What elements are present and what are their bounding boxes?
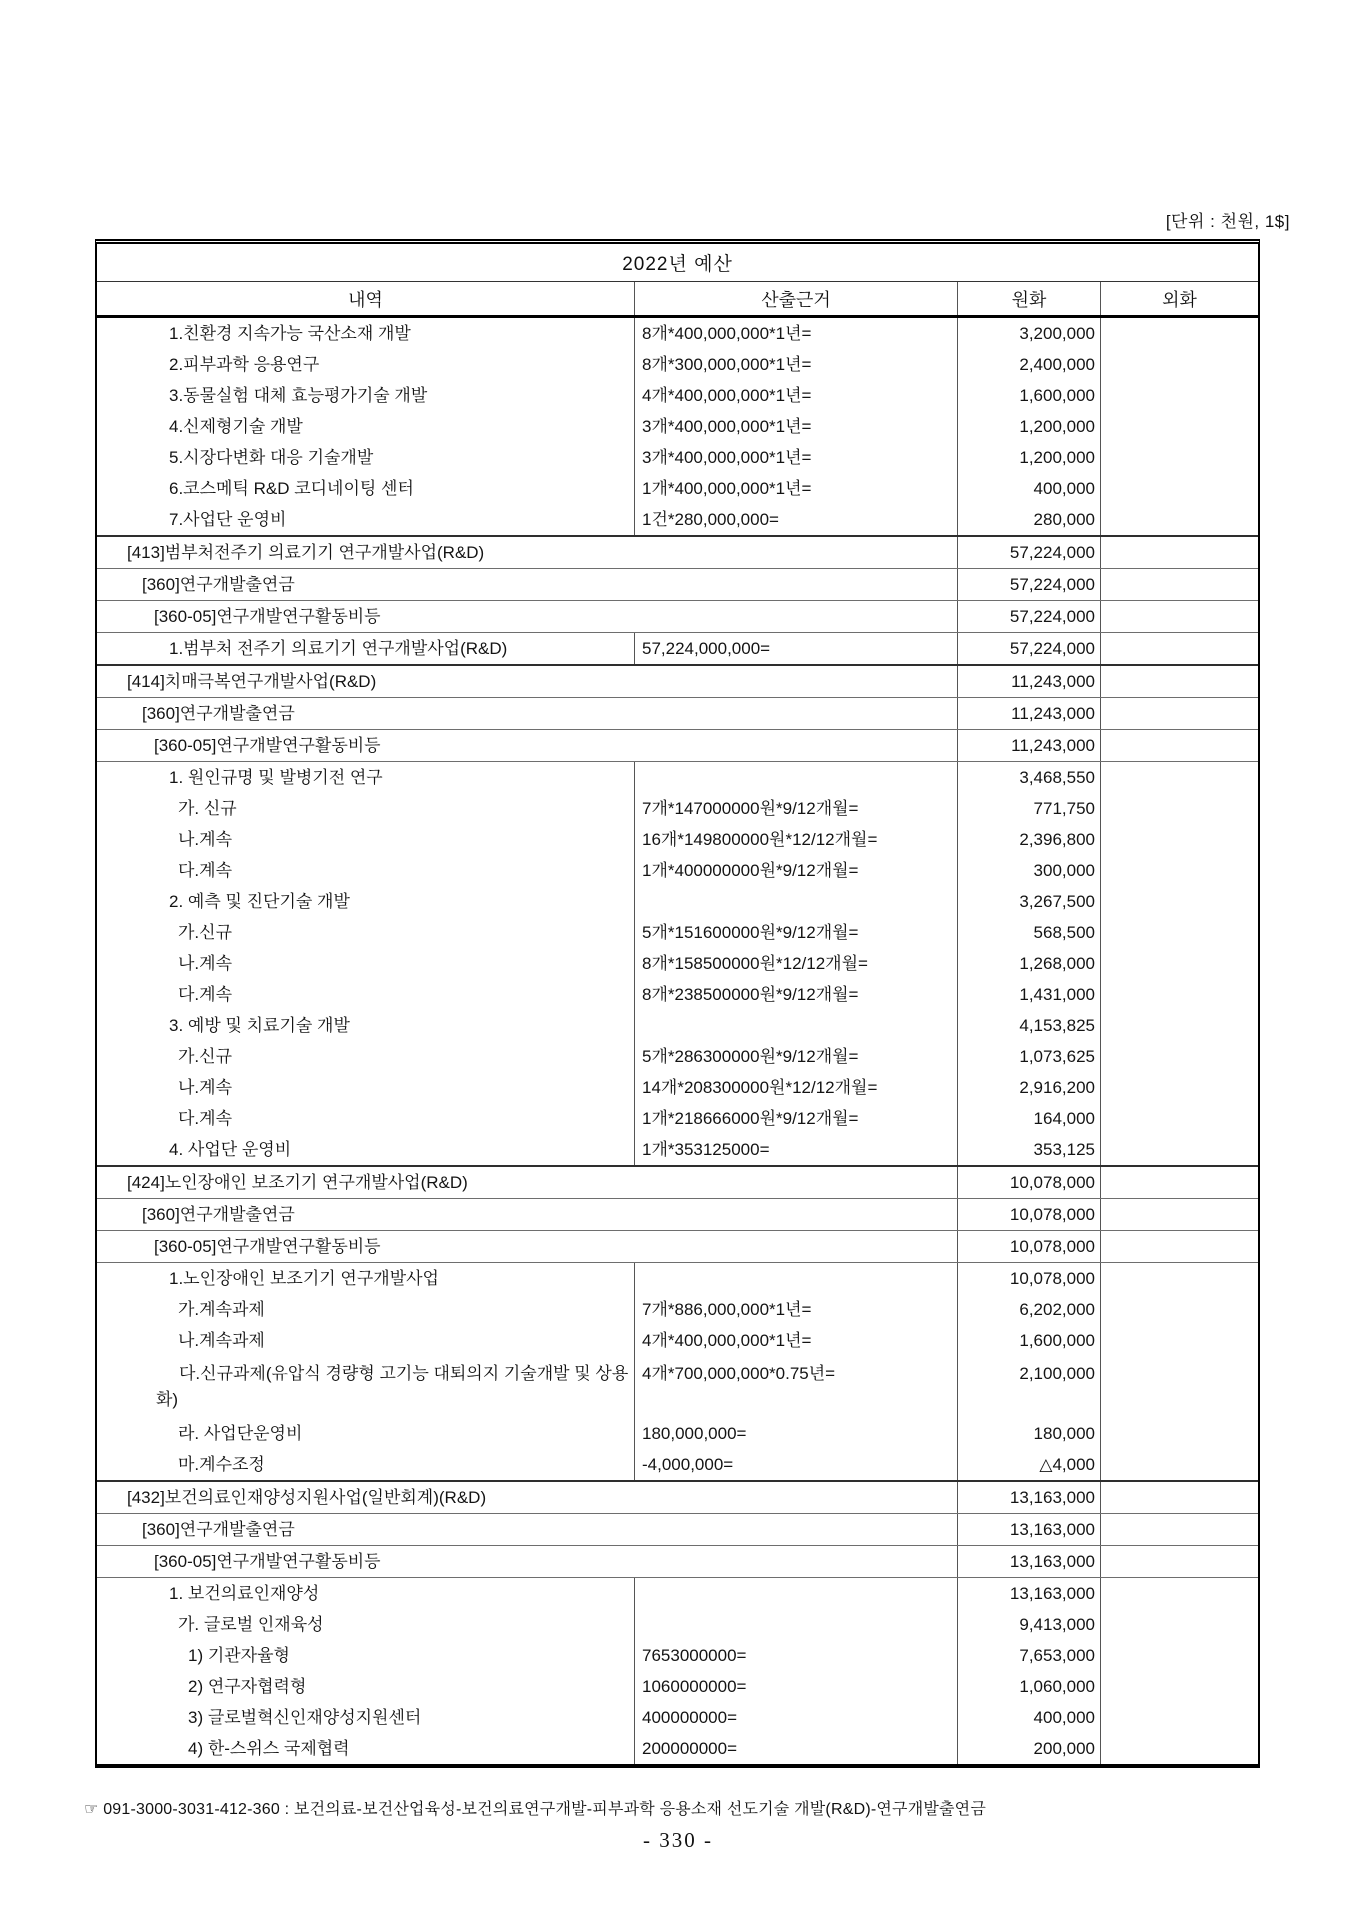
fx-value	[1101, 917, 1258, 948]
fx-value	[1101, 442, 1258, 473]
fx-column	[1101, 633, 1258, 664]
detail-block	[97, 1262, 1258, 1480]
row-label: 3) 글로벌혁신인재양성지원센터	[188, 1708, 422, 1727]
won-value: 300,000	[1033, 861, 1095, 880]
fx-value	[1101, 824, 1258, 855]
section-row	[97, 1198, 1258, 1230]
row-label: 다.계속	[178, 985, 232, 1004]
fx-value	[1101, 666, 1258, 697]
won-value: 1,200,000	[1019, 417, 1095, 436]
calc-value	[635, 886, 957, 917]
fx-value	[1101, 1325, 1258, 1356]
won-value: 11,243,000	[958, 666, 1101, 697]
calc-value: 7개*147000000원*9/12개월=	[642, 799, 859, 818]
row-label: 가.계속과제	[178, 1300, 265, 1319]
fx-value	[1101, 1231, 1258, 1262]
calc-value: 1개*353125000=	[642, 1140, 770, 1159]
section-row	[97, 1545, 1258, 1577]
row-label: 6.코스메틱 R&D 코디네이팅 센터	[169, 479, 414, 498]
won-value: 3,267,500	[1019, 892, 1095, 911]
won-value: 3,200,000	[1019, 324, 1095, 343]
won-value: 353,125	[1033, 1140, 1095, 1159]
section-row	[97, 664, 1258, 697]
fx-value	[1101, 537, 1258, 568]
column-header-won: 원화	[958, 282, 1101, 315]
won-value: 13,163,000	[958, 1546, 1101, 1577]
won-value: 568,500	[1033, 923, 1095, 942]
won-value: 2,100,000	[1019, 1364, 1095, 1383]
fx-value	[1101, 349, 1258, 380]
fx-value	[1101, 411, 1258, 442]
fx-value	[1101, 380, 1258, 411]
section-row	[97, 1230, 1258, 1262]
row-label: 1) 기관자율형	[188, 1646, 290, 1665]
detail-column	[97, 762, 635, 1165]
fx-value	[1101, 1482, 1258, 1513]
won-value: 2,916,200	[1019, 1078, 1095, 1097]
row-label: 다.신규과제(유압식 경량형 고기능 대퇴의지 기술개발 및 상용화)	[156, 1364, 629, 1409]
fx-value	[1101, 1294, 1258, 1325]
won-column	[958, 318, 1101, 535]
fx-value	[1101, 886, 1258, 917]
section-row	[97, 600, 1258, 632]
detail-column	[97, 1263, 635, 1480]
calc-value	[635, 762, 957, 793]
detail-block	[97, 1577, 1258, 1764]
row-label: [360]연구개발출연금	[97, 698, 958, 729]
fx-value	[1101, 1449, 1258, 1480]
row-label: [360-05]연구개발연구활동비등	[97, 601, 958, 632]
fx-value	[1101, 1671, 1258, 1702]
won-value: 57,224,000	[1009, 639, 1095, 658]
row-label: [413]범부처전주기 의료기기 연구개발사업(R&D)	[97, 537, 958, 568]
fx-value	[1101, 979, 1258, 1010]
won-column	[958, 762, 1101, 1165]
calc-value: 400000000=	[642, 1708, 738, 1727]
won-value: 57,224,000	[958, 601, 1101, 632]
calc-value: -4,000,000=	[642, 1455, 734, 1474]
detail-column	[97, 1578, 635, 1764]
row-label: 3. 예방 및 치료기술 개발	[169, 1016, 350, 1035]
won-value: 400,000	[1033, 1708, 1095, 1727]
calc-value: 1개*218666000원*9/12개월=	[642, 1109, 859, 1128]
fx-value	[1101, 1263, 1258, 1294]
calc-value: 8개*300,000,000*1년=	[642, 355, 812, 374]
won-value: 11,243,000	[958, 698, 1101, 729]
detail-block	[97, 318, 1258, 535]
basis-column	[635, 318, 958, 535]
row-label: 4.신제형기술 개발	[169, 417, 303, 436]
table-title: 2022년 예산	[97, 244, 1258, 282]
fx-value	[1101, 855, 1258, 886]
row-label: 가.신규	[178, 1047, 232, 1066]
calc-value: 8개*158500000원*12/12개월=	[642, 954, 868, 973]
won-value: 10,078,000	[1009, 1269, 1095, 1288]
calc-value: 180,000,000=	[642, 1424, 747, 1443]
won-value: 9,413,000	[1019, 1615, 1095, 1634]
fx-value	[1101, 633, 1258, 664]
fx-value	[1101, 569, 1258, 600]
section-row	[97, 1165, 1258, 1198]
row-label: 마.계수조정	[178, 1455, 265, 1474]
fx-value	[1101, 1167, 1258, 1198]
won-value: 164,000	[1033, 1109, 1095, 1128]
column-header-fx: 외화	[1162, 289, 1197, 310]
row-label: [360]연구개발출연금	[97, 569, 958, 600]
calc-value: 5개*151600000원*9/12개월=	[642, 923, 859, 942]
row-label: 2.피부과학 응용연구	[169, 355, 320, 374]
row-label: 1. 원인규명 및 발병기전 연구	[169, 768, 383, 787]
won-value: 10,078,000	[958, 1167, 1101, 1198]
fx-value	[1101, 601, 1258, 632]
section-row	[97, 1513, 1258, 1545]
fx-column	[1101, 1263, 1258, 1480]
section-row	[97, 729, 1258, 761]
row-label: 다.계속	[178, 861, 232, 880]
calc-value: 4개*400,000,000*1년=	[642, 386, 812, 405]
won-column	[958, 1578, 1101, 1764]
detail-block	[97, 761, 1258, 1165]
calc-value: 1건*280,000,000=	[642, 510, 779, 529]
won-value: 10,078,000	[958, 1199, 1101, 1230]
row-label: 1.노인장애인 보조기기 연구개발사업	[169, 1269, 439, 1288]
fx-value	[1101, 1199, 1258, 1230]
won-value: 3,468,550	[1019, 768, 1095, 787]
fx-value	[1101, 1609, 1258, 1640]
calc-value	[635, 1010, 957, 1041]
detail-block	[97, 632, 1258, 664]
column-header-basis: 산출근거	[635, 282, 958, 315]
won-value: 10,078,000	[958, 1231, 1101, 1262]
fx-value	[1101, 1356, 1258, 1418]
fx-value	[1101, 1072, 1258, 1103]
row-label: [360-05]연구개발연구활동비등	[97, 730, 958, 761]
won-value: 4,153,825	[1019, 1016, 1095, 1035]
fx-column	[1101, 1578, 1258, 1764]
row-label: [432]보건의료인재양성지원사업(일반회계)(R&D)	[97, 1482, 958, 1513]
row-label: [360]연구개발출연금	[97, 1199, 958, 1230]
calc-value	[635, 1609, 957, 1640]
row-label: 3.동물실험 대체 효능평가기술 개발	[169, 386, 428, 405]
fx-value	[1101, 504, 1258, 535]
calc-value: 1개*400,000,000*1년=	[642, 479, 812, 498]
fx-value	[1101, 1041, 1258, 1072]
row-label: 가. 신규	[178, 799, 237, 818]
row-label: 가. 글로벌 인재육성	[178, 1615, 324, 1634]
fx-value	[1101, 1514, 1258, 1545]
row-label: 2) 연구자협력형	[188, 1677, 307, 1696]
section-row	[97, 568, 1258, 600]
row-label: [424]노인장애인 보조기기 연구개발사업(R&D)	[97, 1167, 958, 1198]
unit-label: [단위 : 천원, 1$]	[1165, 212, 1290, 231]
fx-value	[1101, 698, 1258, 729]
calc-value: 200000000=	[642, 1739, 738, 1758]
won-value: 1,600,000	[1019, 1331, 1095, 1350]
calc-value: 3개*400,000,000*1년=	[642, 448, 812, 467]
budget-table	[95, 239, 1260, 1768]
won-value: 1,060,000	[1019, 1677, 1095, 1696]
basis-column	[635, 633, 958, 664]
row-label: 5.시장다변화 대응 기술개발	[169, 448, 374, 467]
calc-value: 7개*886,000,000*1년=	[642, 1300, 812, 1319]
calc-value: 3개*400,000,000*1년=	[642, 417, 812, 436]
row-label: 라. 사업단운영비	[178, 1424, 303, 1443]
won-value: 400,000	[1033, 479, 1095, 498]
section-row	[97, 1480, 1258, 1513]
detail-column	[97, 633, 635, 664]
row-label: 1.친환경 지속가능 국산소재 개발	[169, 324, 411, 343]
fx-value	[1101, 1640, 1258, 1671]
row-label: 나.계속과제	[178, 1331, 265, 1350]
row-label: 1. 보건의료인재양성	[169, 1584, 320, 1603]
calc-value: 8개*238500000원*9/12개월=	[642, 985, 859, 1004]
fx-column	[1101, 762, 1258, 1165]
won-column	[958, 1263, 1101, 1480]
row-label: 나.계속	[178, 954, 232, 973]
section-row	[97, 535, 1258, 568]
fx-value	[1101, 473, 1258, 504]
row-label: 1.범부처 전주기 의료기기 연구개발사업(R&D)	[169, 639, 508, 658]
won-value: 2,396,800	[1019, 830, 1095, 849]
column-header-detail: 내역	[97, 282, 635, 315]
row-label: [360-05]연구개발연구활동비등	[97, 1546, 958, 1577]
won-value: 1,600,000	[1019, 386, 1095, 405]
won-value: 13,163,000	[958, 1514, 1101, 1545]
won-value: 13,163,000	[1009, 1584, 1095, 1603]
won-value: 180,000	[1033, 1424, 1095, 1443]
calc-value: 5개*286300000원*9/12개월=	[642, 1047, 859, 1066]
won-value: 1,200,000	[1019, 448, 1095, 467]
detail-column	[97, 318, 635, 535]
won-value: 200,000	[1033, 1739, 1095, 1758]
basis-column	[635, 1578, 958, 1764]
row-label: [360-05]연구개발연구활동비등	[97, 1231, 958, 1262]
fx-value	[1101, 948, 1258, 979]
fx-value	[1101, 318, 1258, 349]
fx-value	[1101, 1103, 1258, 1134]
row-label: 4. 사업단 운영비	[169, 1140, 292, 1159]
won-value: 2,400,000	[1019, 355, 1095, 374]
fx-value	[1101, 1702, 1258, 1733]
row-label: 4) 한-스위스 국제협력	[188, 1739, 350, 1758]
row-label: 다.계속	[178, 1109, 232, 1128]
footnote: ☞ 091-3000-3031-412-360 : 보건의료-보건산업육성-보건의료연구개발-피부과학 응용소재 선도기술 개발(R&D)-연구개발출연금	[84, 1801, 986, 1818]
won-value: 57,224,000	[958, 569, 1101, 600]
won-value: 771,750	[1033, 799, 1095, 818]
won-value: 13,163,000	[958, 1482, 1101, 1513]
fx-value	[1101, 793, 1258, 824]
won-column	[958, 633, 1101, 664]
calc-value	[635, 1263, 957, 1294]
fx-column	[1101, 318, 1258, 535]
calc-value: 57,224,000,000=	[642, 639, 771, 658]
row-label: 나.계속	[178, 1078, 232, 1097]
fx-value	[1101, 762, 1258, 793]
row-label: 나.계속	[178, 830, 232, 849]
won-value: 280,000	[1033, 510, 1095, 529]
row-label: 7.사업단 운영비	[169, 510, 287, 529]
table-header-row	[97, 282, 1258, 318]
calc-value: 1060000000=	[642, 1677, 747, 1696]
row-label: [360]연구개발출연금	[97, 1514, 958, 1545]
won-value: 1,268,000	[1019, 954, 1095, 973]
calc-value	[635, 1578, 957, 1609]
calc-value: 4개*700,000,000*0.75년=	[642, 1364, 836, 1383]
row-label: [414]치매극복연구개발사업(R&D)	[97, 666, 958, 697]
calc-value: 7653000000=	[642, 1646, 747, 1665]
section-row	[97, 697, 1258, 729]
won-value: 1,073,625	[1019, 1047, 1095, 1066]
won-value: 57,224,000	[958, 537, 1101, 568]
calc-value: 4개*400,000,000*1년=	[642, 1331, 812, 1350]
row-label: 2. 예측 및 진단기술 개발	[169, 892, 350, 911]
won-value: 6,202,000	[1019, 1300, 1095, 1319]
won-value: 11,243,000	[958, 730, 1101, 761]
basis-column	[635, 762, 958, 1165]
basis-column	[635, 1263, 958, 1480]
fx-value	[1101, 1733, 1258, 1764]
calc-value: 14개*208300000원*12/12개월=	[642, 1078, 878, 1097]
table-body	[97, 318, 1258, 1764]
fx-value	[1101, 1578, 1258, 1609]
won-value: △4,000	[1039, 1455, 1095, 1474]
won-value: 1,431,000	[1019, 985, 1095, 1004]
page-number: - 330 -	[643, 1828, 713, 1852]
calc-value: 1개*400000000원*9/12개월=	[642, 861, 859, 880]
fx-value	[1101, 1546, 1258, 1577]
fx-value	[1101, 1134, 1258, 1165]
fx-value	[1101, 1418, 1258, 1449]
fx-value	[1101, 730, 1258, 761]
won-value: 7,653,000	[1019, 1646, 1095, 1665]
fx-value	[1101, 1010, 1258, 1041]
calc-value: 16개*149800000원*12/12개월=	[642, 830, 878, 849]
calc-value: 8개*400,000,000*1년=	[642, 324, 812, 343]
row-label: 가.신규	[178, 923, 232, 942]
